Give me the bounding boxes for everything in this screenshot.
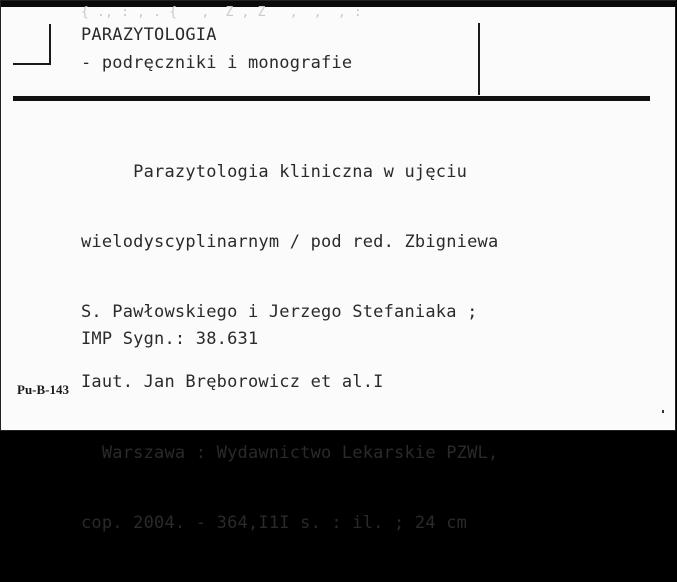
- description-line: Warszawa : Wydawnictwo Lekarskie PZWL,: [81, 442, 499, 463]
- library-stamp-code: Pu-B-143: [17, 382, 69, 397]
- description-line: cop. 2004. - 364,I1I s. : il. ; 24 cm: [81, 512, 468, 533]
- corner-mark-horizontal: [13, 63, 51, 65]
- ink-speck: [662, 410, 664, 413]
- subject-subdivision: - podręczniki i monografie: [81, 53, 353, 73]
- subject-heading: PARAZYTOLOGIA: [81, 25, 217, 45]
- description-line: wielodyscyplinarnym / pod red. Zbigniewa: [81, 232, 499, 253]
- description-line: Iaut. Jan Bręborowicz et al.I: [81, 372, 384, 393]
- description-line: Parazytologia kliniczna w ujęciu: [81, 161, 468, 182]
- corner-mark-vertical: [49, 24, 51, 64]
- description-line: S. Pawłowskiego i Jerzego Stefaniaka ;: [81, 302, 478, 323]
- call-number: IMP Sygn.: 38.631: [81, 329, 259, 349]
- heading-rule: [13, 96, 650, 101]
- faded-overprint-text: { ., : , . { , Z , Z , , , :: [81, 5, 370, 20]
- heading-divider-vertical: [478, 23, 480, 95]
